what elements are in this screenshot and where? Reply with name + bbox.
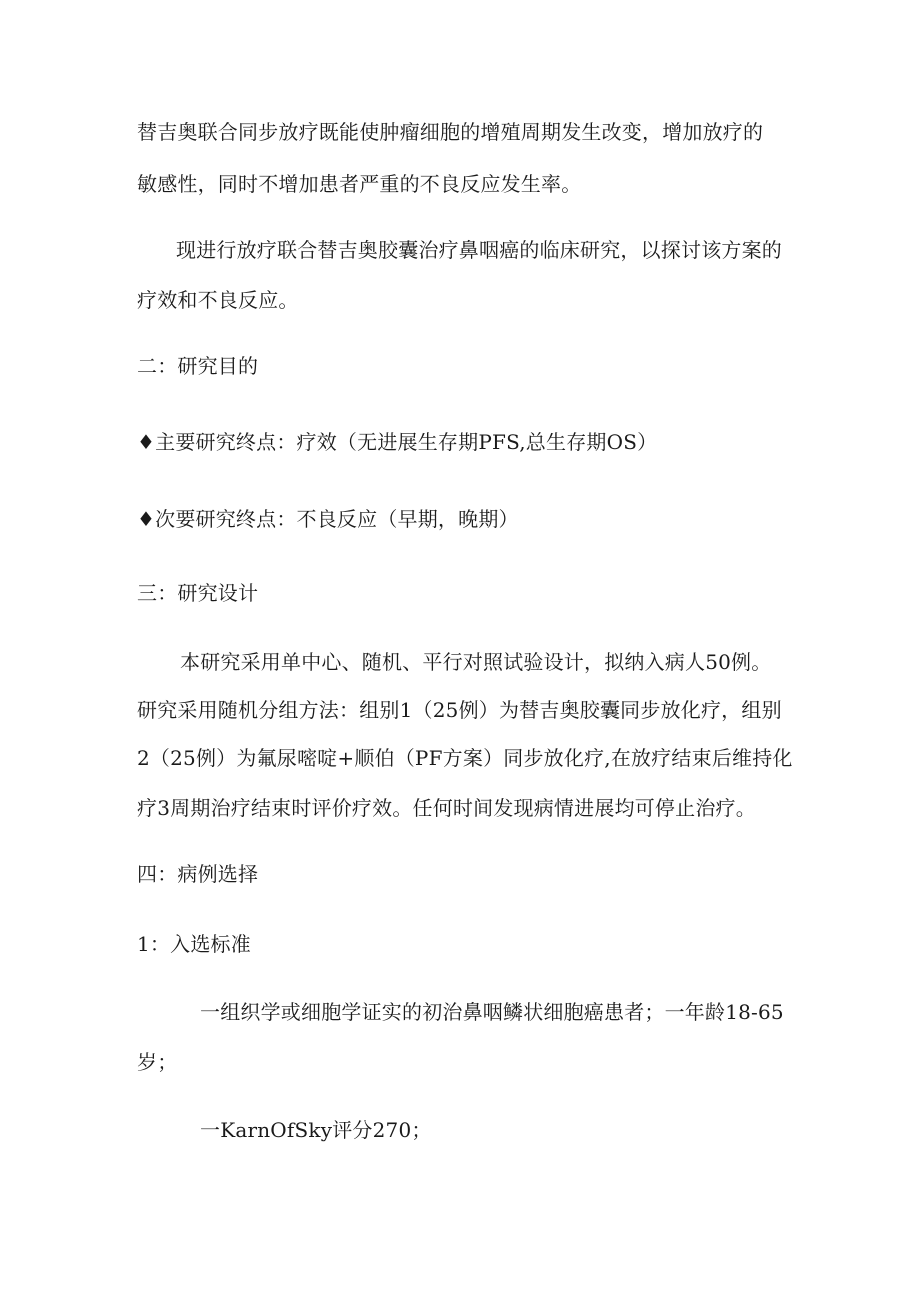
- subsection-heading-inclusion: 1：入选标准: [137, 932, 251, 956]
- section-heading-case-selection: 四：病例选择: [137, 862, 259, 886]
- paragraph-intro-line-2: 敏感性，同时不增加患者严重的不良反应发生率。: [137, 172, 582, 196]
- paragraph-design-line-4: 疗3周期治疗结束时评价疗效。任何时间发现病情进展均可停止治疗。: [137, 796, 756, 820]
- paragraph-design-line-2: 研究采用随机分组方法：组别1（25例）为替吉奥胶囊同步放化疗，组别: [137, 698, 782, 722]
- paragraph-intro-line-1: 替吉奥联合同步放疗既能使肿瘤细胞的增殖周期发生改变，增加放疗的: [137, 120, 764, 144]
- secondary-endpoint: ♦次要研究终点：不良反应（早期，晚期）: [137, 507, 519, 531]
- paragraph-study-line-2: 疗效和不良反应。: [137, 288, 299, 312]
- section-heading-design: 三：研究设计: [137, 581, 259, 605]
- paragraph-study-line-1: 现进行放疗联合替吉奥胶囊治疗鼻咽癌的临床研究，以探讨该方案的: [176, 238, 782, 262]
- paragraph-design-line-1: 本研究采用单中心、随机、平行对照试验设计，拟纳入病人50例。: [180, 650, 772, 674]
- paragraph-design-line-3: 2（25例）为氟尿嘧啶+顺伯（PF方案）同步放化疗,在放疗结束后维持化: [137, 746, 793, 770]
- inclusion-criteria-line-1: 一组织学或细胞学证实的初治鼻咽鳞状细胞癌患者；一年龄18-65: [200, 1000, 784, 1024]
- inclusion-criteria-line-2: 岁；: [137, 1050, 178, 1074]
- inclusion-criteria-karnofsky: 一KarnOfSky评分270；: [200, 1118, 432, 1142]
- section-heading-objectives: 二：研究目的: [137, 354, 259, 378]
- primary-endpoint: ♦主要研究终点：疗效（无进展生存期PFS,总生存期OS）: [137, 430, 658, 454]
